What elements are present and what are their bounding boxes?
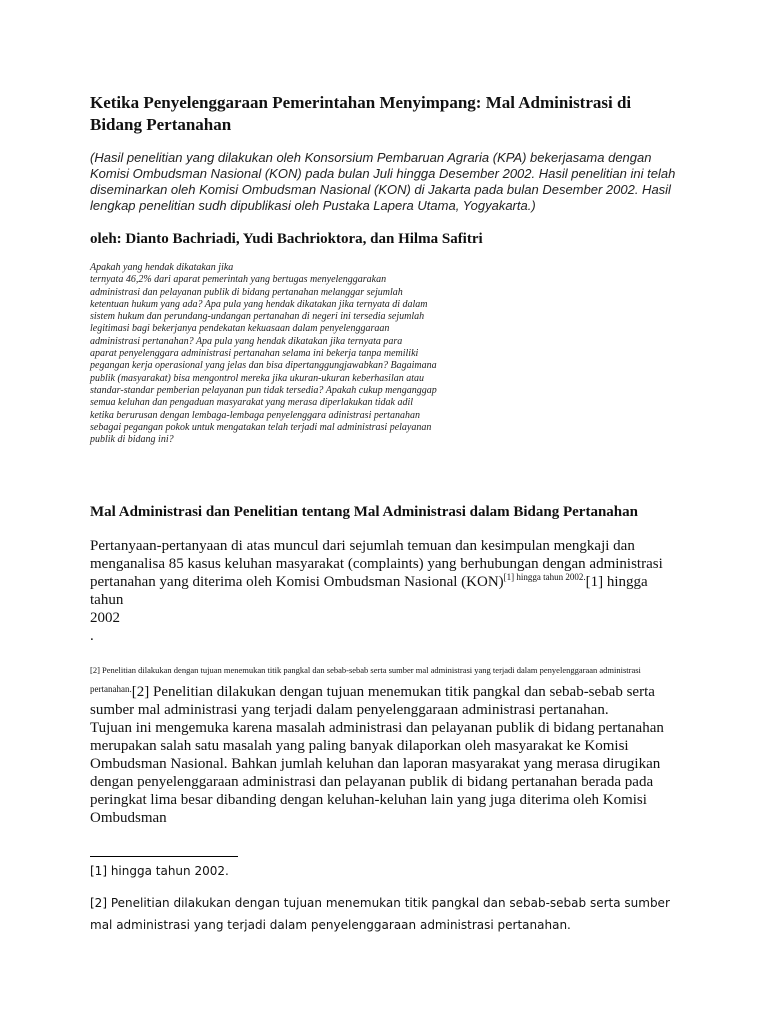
abstract-line: legitimasi bagi bekerjanya pendekatan kekuasaan dalam penyelenggaraan xyxy=(90,323,390,335)
paragraph-1-text: Pertanyaan-pertanyaan di atas muncul dari sejumlah temuan dan kesimpulan mengkaji dan menganalisa 85 kasus keluhan masyarakat (complaints) yang berhubungan dengan administrasi pertanahan yang diterima oleh Komisi Ombudsman Nasional (KON) xyxy=(90,538,663,590)
abstract-line: pegangan kerja operasional yang jelas dan bisa dipertanggungjawabkan? Bagaimana xyxy=(90,360,437,372)
abstract-line: sebagai pegangan pokok untuk mengatakan telah terjadi mal administrasi pelayanan xyxy=(90,421,432,433)
abstract-line: administrasi dan pelayanan publik di bidang pertanahan melanggar sejumlah xyxy=(90,286,403,298)
abstract-line: ketika berurusan dengan lembaga-lembaga penyelenggara adinistrasi pertanahan xyxy=(90,409,420,421)
abstract-line: Apakah yang hendak dikatakan jika xyxy=(90,262,234,273)
footnote-2: [2] Penelitian dilakukan dengan tujuan menemukan titik pangkal dan sebab-sebab serta sumber mal administrasi yang terjadi dalam penyelenggaraan administrasi pertanahan. xyxy=(90,896,670,932)
paragraph-2-text-continued: Tujuan ini mengemuka karena masalah administrasi dan pelayanan publik di bidang pertanahan merupakan salah satu masalah yang paling banyak dilaporkan oleh masyarakat ke Komisi Ombudsman Nasional. Bahkan jumlah keluhan dan laporan masyarakat yang merasa dirugikan dengan penyelenggaraan administrasi dan pelayanan publik di bidang pertanahan berada pada peringkat lima besar dibanding dengan keluhan-keluhan lain yang juga diterima oleh Komisi Ombudsman xyxy=(90,720,664,826)
document-title: Ketika Penyelenggaraan Pemerintahan Menyimpang: Mal Administrasi di Bidang Pertanahan xyxy=(90,93,632,134)
paragraph-1-tail: . xyxy=(90,628,94,644)
abstract-line: ternyata 46,2% dari aparat pemerintah yang bertugas menyelenggarakan xyxy=(90,274,387,286)
abstract-line: publik di bidang ini? xyxy=(90,434,174,446)
footnote-separator xyxy=(90,856,238,857)
intro-note: (Hasil penelitian yang dilakukan oleh Konsorsium Pembaruan Agraria (KPA) bekerjasama dengan Komisi Ombudsman Nasional (KON) pada bulan Juli hingga Desember 2002. Hasil penelitian ini telah diseminarkan oleh Komisi Ombudsman Nasional (KON) di Jakarta pada bulan Desember 2002. Hasil lengkap penelitian sudh dipublikasi oleh Pustaka Lapera Utama, Yogyakarta.) xyxy=(90,150,676,213)
inline-note-2-tail: pertanahan. xyxy=(90,684,132,694)
inline-note-2: [2] Penelitian dilakukan dengan tujuan menemukan titik pangkal dan sebab-sebab serta sumber mal administrasi yang terjadi dalam penyelenggaraan administrasi xyxy=(90,665,641,675)
footnote-ref-1[interactable]: [1] hingga tahun 2002. xyxy=(503,572,586,582)
section-heading: Mal Administrasi dan Penelitian tentang Mal Administrasi dalam Bidang Pertanahan xyxy=(90,504,638,520)
abstract-line: standar-standar pemberian pelayanan pun tidak tersedia? Apakah cukup menganggap xyxy=(90,384,437,396)
paragraph-2 xyxy=(90,680,680,827)
footnote-ref-1-inline[interactable]: [1] hingga xyxy=(585,574,648,590)
abstract xyxy=(90,262,470,446)
authors-line: oleh: Dianto Bachriadi, Yudi Bachrioktora, dan Hilma Safitri xyxy=(90,231,483,247)
abstract-line: aparat penyelenggara administrasi pertanahan selama ini bekerja tanpa memiliki xyxy=(90,348,419,360)
paragraph-1-tail: 2002 xyxy=(90,610,120,626)
paragraph-2-text: [2] Penelitian dilakukan dengan tujuan menemukan titik pangkal dan sebab-sebab serta sumber mal administrasi yang terjadi dalam penyelenggaraan administrasi pertanahan. xyxy=(90,684,655,718)
abstract-line: publik (masyarakat) bisa mengontrol mereka jika ukuran-ukuran keberhasilan atau xyxy=(90,372,425,384)
footnote-1: [1] hingga tahun 2002. xyxy=(90,864,229,878)
abstract-line: ketentuan hukum yang ada? Apa pula yang hendak dikatakan jika ternyata di dalam xyxy=(90,298,428,310)
abstract-line: administrasi pertanahan? Apa pula yang hendak dikatakan jika ternyata para xyxy=(90,335,403,347)
paragraph-1 xyxy=(90,537,680,645)
abstract-line: sistem hukum dan perundang-undangan pertanahan di negeri ini tersedia sejumlah xyxy=(90,311,425,323)
abstract-line: semua keluhan dan pengaduan masyarakat yang merasa diperlakukan tidak adil xyxy=(90,397,414,409)
paragraph-1-tail: tahun xyxy=(90,592,124,608)
